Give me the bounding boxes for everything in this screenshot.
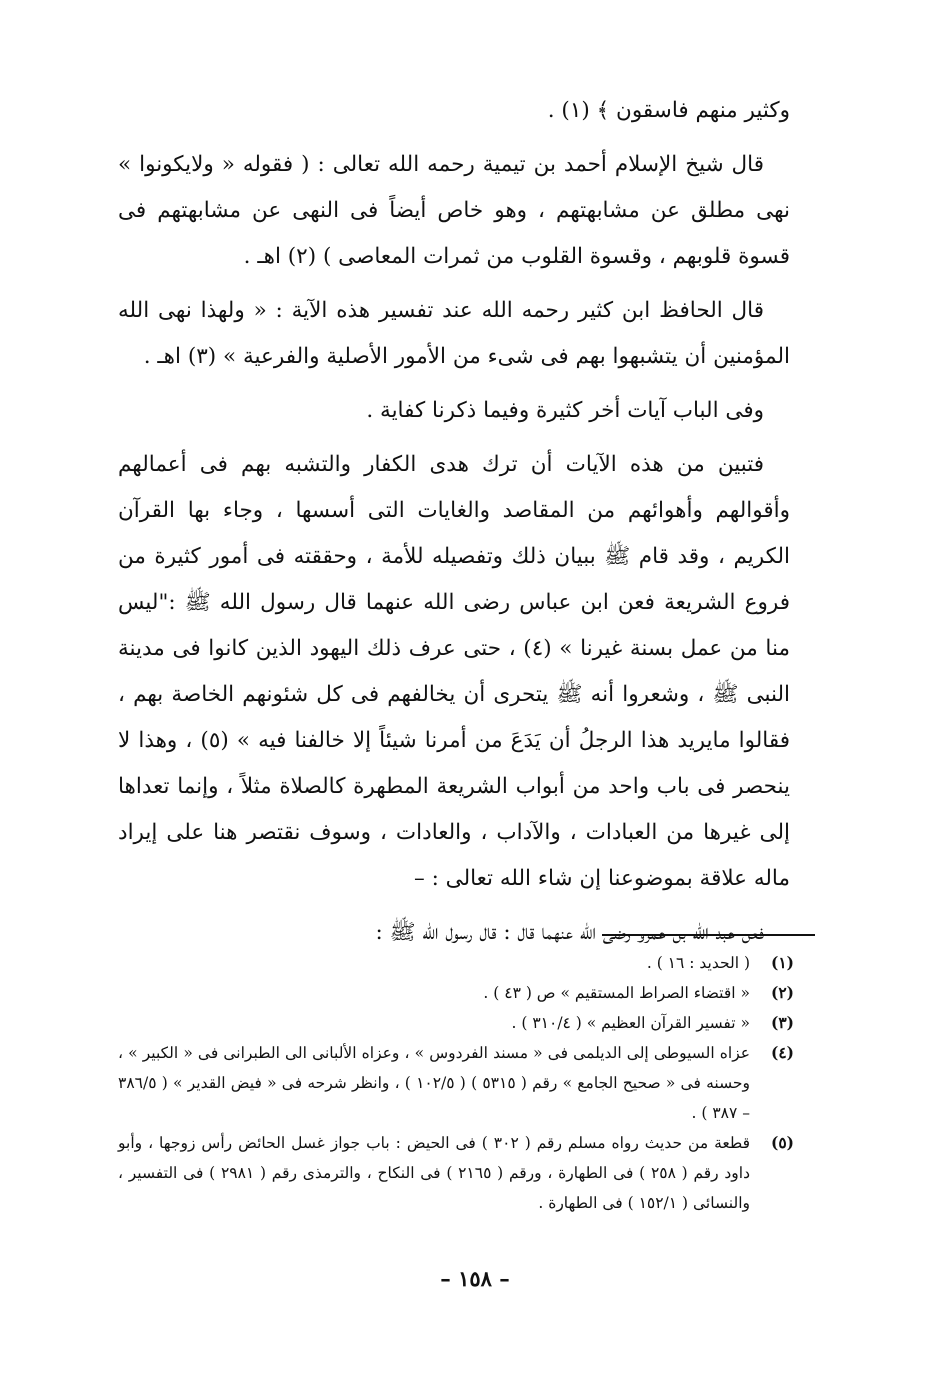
paragraph-2: قال شيخ الإسلام أحمد بن تيمية رحمه الله تعالى : ( فقوله « ولايكونوا » نهى مطلق عن مشابهتهم ، وهو خاص أيضاً فى النهى عن مشابهتهم فى قسوة قلوبهم ، وقسوة القلوب من ثمرات المعاصى ) (٢) اهـ . [118,152,790,269]
footnote-text: عزاه السيوطى إلى الديلمى فى « مسند الفردوس » ، وعزاه الألبانى الى الطبرانى فى « الكبير » ، وحسنه فى « صحيح الجامع » رقم ( ٥٣١٥ ) ( ١٠٢/٥ ) ، وانظر شرحه فى « فيض القدير » ( ٣٨٦/٥ – ٣٨٧ ) . [118,1044,750,1122]
footnote-4 [118,1038,794,1128]
page-number: – ١٥٨ – [440,1266,510,1291]
paragraph-4: وفى الباب آيات أخر كثيرة وفيما ذكرنا كفاية . [366,398,764,423]
paragraph-5: فتبين من هذه الآيات أن ترك هدى الكفار والتشبه بهم فى أعمالهم وأقوالهم وأهوائهم من المقاصد والغايات التى أسسها ، وجاء بها القرآن الكريم ، وقد قام ﷺ ببيان ذلك وتفصيله للأمة ، وحققته فى أمور كثيرة من فروع الشريعة فعن ابن عباس رضى الله عنهما قال رسول الله ﷺ :"ليس منا من عمل بسنة غيرنا » (٤) ، حتى عرف ذلك اليهود الذين كانوا فى مدينة النبى ﷺ ، وشعروا أنه ﷺ يتحرى أن يخالفهم فى كل شئونهم الخاصة بهم ، فقالوا مايريد هذا الرجلُ أن يَدَعَ من أمرنا شيئاً إلا خالفنا فيه » (٥) ، وهذا لا ينحصر فى باب واحد من أبواب الشريعة المطهرة كالصلاة مثلاً ، وإنما تعداها إلى غيرها من العبادات ، والآداب ، والعادات ، وسوف نقتصر هنا على إيراد ماله علاقة بموضوعنا إن شاء الله تعالى : – [118,452,791,891]
footnote-number: (١) [770,953,794,972]
footnote-number: (٢) [770,983,794,1002]
paragraph-1: وكثير منهم فاسقون ﴾ (١) . [547,98,790,123]
main-text [118,88,790,964]
footnote-text: ( الحديد : ١٦ ) . [646,954,750,972]
paragraph-3: قال الحافظ ابن كثير رحمه الله عند تفسير هذه الآية : « ولهذا نهى الله المؤمنين أن يتشبهوا بهم فى شىء من الأمور الأصلية والفرعية » (٣) اهـ . [118,298,790,369]
footnote-number: (٥) [770,1133,794,1152]
footnote-number: (٣) [770,1013,794,1032]
footnote-1 [118,948,794,978]
footnote-text: « اقتضاء الصراط المستقيم » ص ( ٤٣ ) . [483,984,750,1002]
footnote-text: قطعة من حديث رواه مسلم رقم ( ٣٠٢ ) فى الحيض : باب جواز غسل الحائض رأس زوجها ، وأبو داود رقم ( ٢٥٨ ) فى الطهارة ، ورقم ( ٢١٦٥ ) فى النكاح ، والترمذى رقم ( ٢٩٨١ ) فى التفسير ، والنسائى ( ١٥٢/١ ) فى الطهارة . [118,1134,750,1212]
footnote-separator [602,934,815,936]
footnotes [118,948,794,1218]
footnote-5 [118,1128,794,1218]
footnote-number: (٤) [770,1043,794,1062]
footnote-text: « تفسير القرآن العظيم » ( ٣١٠/٤ ) . [511,1014,750,1032]
footnote-2 [118,978,794,1008]
footnote-3 [118,1008,794,1038]
paragraph-6: فعن عبد الله بن عمرو رضى الله عنهما قال : قال رسول الله ﷺ : [375,920,764,945]
